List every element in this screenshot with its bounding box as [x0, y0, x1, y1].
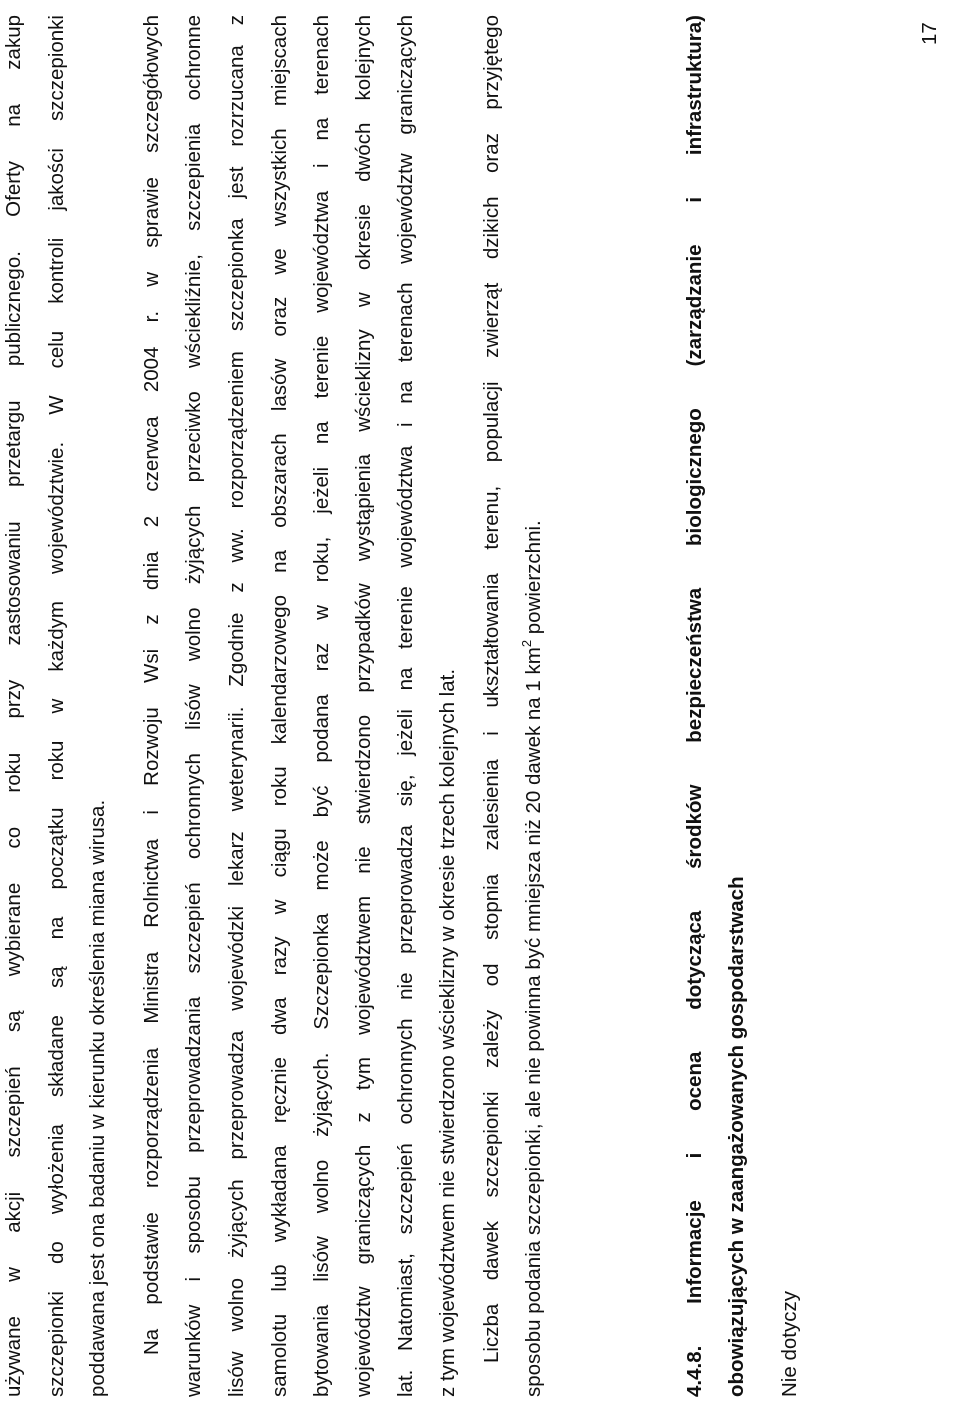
text-segment: sposobu podania szczepionki, ale nie powinna być mniejsza niż 20 dawek na 1 km — [522, 647, 545, 1397]
superscript: 2 — [519, 639, 534, 648]
text-segment: powierzchni. — [522, 520, 545, 640]
text-line: województw graniczących z tym województwem nie stwierdzono przypadków wystąpienia wścieklizny w okresie dwóch kolejnych — [352, 15, 375, 1397]
text-line: używane w akcji szczepień są wybierane co roku przy zastosowaniu przetargu publicznego. Oferty na zakup — [2, 15, 25, 1397]
text-line: samolotu lub wykładana ręcznie dwa razy w ciągu roku kalendarzowego na obszarach lasów oraz we wszystkich miejscach — [268, 15, 291, 1397]
section-body: Nie dotyczy — [778, 1291, 801, 1397]
text-line: warunków i sposobu przeprowadzania szczepień ochronnych lisów wolno żyjących przeciwko wściekliźnie, szczepienia ochronne — [182, 15, 205, 1397]
text-line: poddawana jest ona badaniu w kierunku określenia miana wirusa. — [86, 799, 109, 1397]
section-heading: 4.4.8. Informacje i ocena dotycząca środków bezpieczeństwa biologicznego (zarządzanie i infrastruktura) — [683, 15, 706, 1397]
text-line: Liczba dawek szczepionki zależy od stopnia zalesienia i ukształtowania terenu, populacji zwierząt dzikich oraz przyjętego — [480, 15, 503, 1363]
page-number: 17 — [918, 22, 941, 45]
text-line: lat. Natomiast, szczepień ochronnych nie przeprowadza się, jeżeli na terenie województwa i na terenach województw graniczących — [394, 15, 417, 1397]
text-line: Na podstawie rozporządzenia Ministra Rolnictwa i Rozwoju Wsi z dnia 2 czerwca 2004 r. w sprawie szczegółowych — [140, 15, 163, 1355]
text-line: z tym województwem nie stwierdzono wścieklizny w okresie trzech kolejnych lat. — [436, 668, 459, 1397]
section-heading-continued: obowiązujących w zaangażowanych gospodarstwach — [725, 876, 748, 1397]
text-line: lisów wolno żyjących przeprowadza wojewódzki lekarz weterynarii. Zgodnie z ww. rozporządzeniem szczepionka jest rozrzucana z — [225, 15, 248, 1397]
text-line: bytowania lisów wolno żyjących. Szczepionka może być podana raz w roku, jeżeli na terenie województwa i na terenach — [310, 15, 333, 1397]
text-line: szczepionki do wyłożenia składane są na początku roku w każdym województwie. W celu kontroli jakości szczepionki — [45, 15, 68, 1397]
text-line — [519, 15, 546, 1397]
